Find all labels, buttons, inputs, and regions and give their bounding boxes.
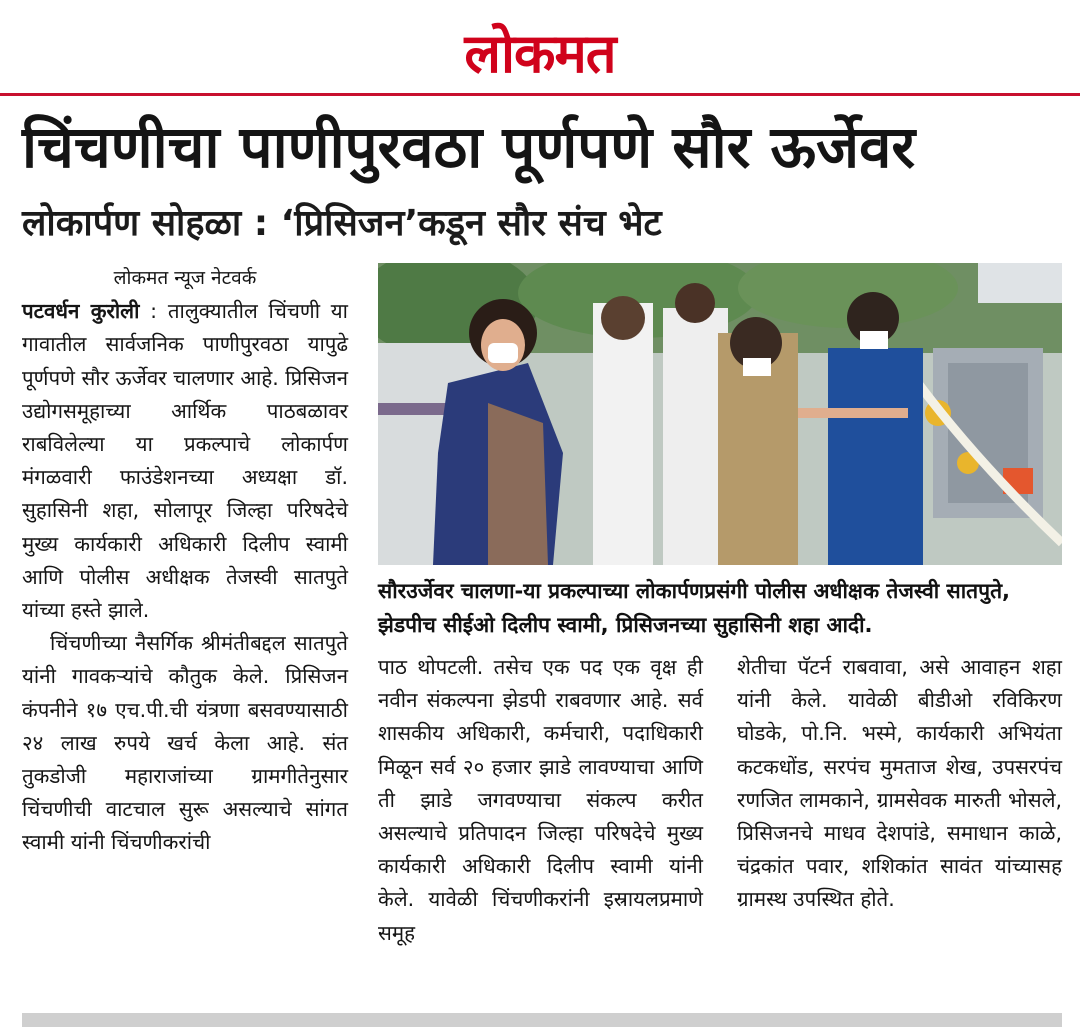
masthead <box>0 0 1080 96</box>
article-subhead: लोकार्पण सोहळा : ‘प्रिसिजन’कडून सौर संच भेट <box>22 203 662 244</box>
bottom-divider <box>22 1013 1062 1027</box>
paragraph-4: शेतीचा पॅटर्न राबवावा, असे आवाहन शहा यांनी केले. यावेळी बीडीओ रविकिरण घोडके, पो.नि. भस्मे, कार्यकारी अभियंता कटकधोंड, सरपंच मुमताज शेख, उपसरपंच रणजित लामकाने, ग्रामसेवक मारुती भोसले, प्रिसिजनचे माधव देशपांडे, समाधान काळे, चंद्रकांत पवार, शशिकांत सावंत यांच्यासह ग्रामस्थ उपस्थित होते. <box>737 655 1062 912</box>
dateline: पटवर्धन कुरोली <box>22 299 140 324</box>
article-column-3 <box>737 651 1062 917</box>
paragraph-3: पाठ थोपटली. तसेच एक पद एक वृक्ष ही नवीन संकल्पना झेडपी राबवणार आहे. सर्व शासकीय अधिकारी, कर्मचारी, पदाधिकारी मिळून सर्व २० हजार झाडे लावण्याचा आणि ती झाडे जगवण्याचा संकल्प करीत असल्याचे प्रतिपादन जिल्हा परिषदेचे मुख्य कार्यकारी अधिकारी दिलीप स्वामी यांनी केले. यावेळी चिंचणीकरांनी इस्रायलप्रमाणे समूह <box>378 655 703 945</box>
paragraph-1 <box>22 295 348 627</box>
lokmat-logo: लोकमत <box>464 22 616 85</box>
article-column-1 <box>22 262 348 860</box>
byline: लोकमत न्यूज नेटवर्क <box>113 267 257 289</box>
paragraph-1-text: : तालुक्यातील चिंचणी या गावातील सार्वजनिक पाणीपुरवठा यापुढे पूर्णपणे सौर ऊर्जेवर चालणार आहे. प्रिसिजन उद्योगसमूहाच्या आर्थिक पाठबळावर राबविलेल्या या प्रकल्पाचे लोकार्पण मंगळवारी फाउंडेशनच्या अध्यक्षा डॉ. सुहासिनी शहा, सोलापूर जिल्हा परिषदेचे मुख्य कार्यकारी अधिकारी दिलीप स्वामी आणि पोलीस अधीक्षक तेजस्वी सातपुते यांच्या हस्ते झाले. <box>22 299 348 623</box>
paragraph-2: चिंचणीच्या नैसर्गिक श्रीमंतीबद्दल सातपुते यांनी गावकऱ्यांचे कौतुक केले. प्रिसिजन कंपनीने १७ एच.पी.ची यंत्रणा बसवण्यासाठी २४ लाख रुपये खर्च केला आहे. संत तुकडोजी महाराजांच्या ग्रामगीतेनुसार चिंचणीची वाटचाल सुरू असल्याचे सांगत स्वामी यांनी चिंचणीकरांची <box>22 631 348 855</box>
article-column-2 <box>378 651 703 950</box>
article-headline: चिंचणीचा पाणीपुरवठा पूर्णपणे सौर ऊर्जेवर <box>22 113 916 181</box>
event-photo <box>378 263 1062 565</box>
photo-caption: सौरउर्जेवर चालणा-या प्रकल्पाच्या लोकार्पणप्रसंगी पोलीस अधीक्षक तेजस्वी सातपुते, झेडपीच सीईओ दिलीप स्वामी, प्रिसिजनच्या सुहासिनी शहा आदी. <box>378 579 1011 637</box>
